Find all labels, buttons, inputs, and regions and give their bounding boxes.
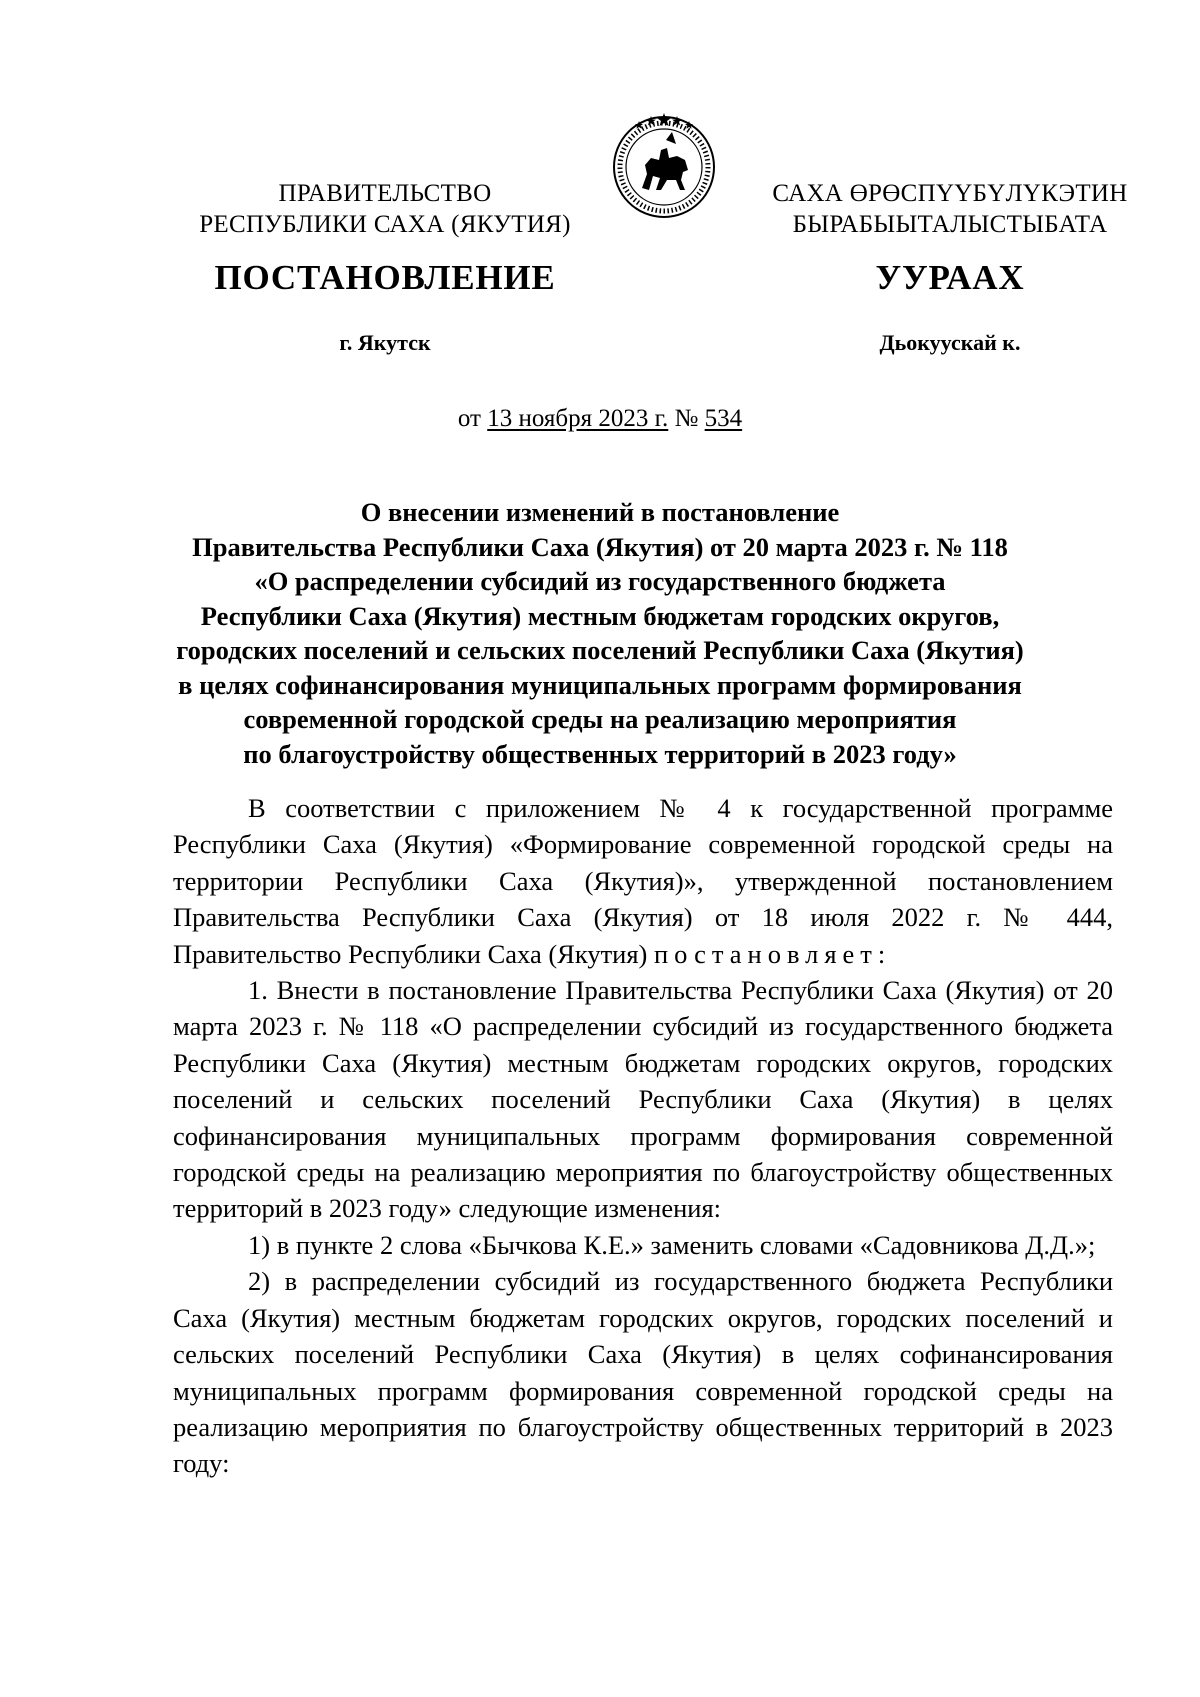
government-name-line-2: РЕСПУБЛИКИ САХА (ЯКУТИЯ): [199, 211, 571, 238]
title-line: «О распределении субсидий из государственного бюджета: [254, 566, 946, 596]
clause-1-2-paragraph: 2) в распределении субсидий из государственного бюджета Республики Саха (Якутия) местным бюджетам городских округов, городских поселений и сельских поселений Республики Саха (Якутия) в целях софинансирования муниципальных программ формирования современной городской среды на реализацию мероприятия по благоустройству общественных территорий в 2023 году:: [173, 1266, 1113, 1479]
government-name-sakha: [755, 178, 1145, 240]
government-name-sakha-line-2: БЫРАБЫЫТАЛЫСТЫБАТА: [792, 211, 1108, 238]
clause-1-paragraph: 1. Внести в постановление Правительства Республики Саха (Якутия) от 20 марта 2023 г. № 118 «О распределении субсидий из государственного бюджета Республики Саха (Якутия) местным бюджетам городских округов, городских поселений и сельских поселений Республики Саха (Якутия) в целях софинансирования муниципальных программ формирования современной городской среды на реализацию мероприятия по благоустройству общественных территорий в 2023 году» следующие изменения:: [173, 975, 1113, 1224]
document-body: [173, 790, 1113, 1482]
clause-1-1-paragraph: 1) в пункте 2 слова «Бычкова К.Е.» заменить словами «Садовникова Д.Д.»;: [248, 1229, 1096, 1260]
government-name-line-1: ПРАВИТЕЛЬСТВО: [278, 180, 492, 207]
place-of-issue-russian: г. Якутск: [339, 330, 431, 355]
document-type-russian: ПОСТАНОВЛЕНИЕ: [214, 258, 556, 297]
place-of-issue-sakha: Дьокуускай к.: [879, 330, 1021, 355]
republic-sakha-emblem-icon: [609, 110, 719, 220]
title-line: О внесении изменений в постановление: [360, 497, 840, 527]
resolution-verb: постановляет:: [654, 938, 892, 969]
government-name-russian: [170, 178, 600, 240]
number-sign: №: [674, 405, 699, 432]
document-dateline: [0, 405, 1200, 433]
preamble-paragraph: [173, 790, 1113, 972]
title-line: городских поселений и сельских поселений Республики Саха (Якутия): [176, 635, 1024, 665]
title-line: современной городской среды на реализацию мероприятия: [243, 704, 957, 734]
document-title: [150, 495, 1050, 771]
government-name-sakha-line-1: САХА ӨРӨСПҮҮБҮЛҮКЭТИН: [772, 180, 1128, 207]
title-line: по благоустройству общественных территорий в 2023 году»: [243, 738, 957, 769]
title-line: Правительства Республики Саха (Якутия) от 20 марта 2023 г. № 118: [192, 531, 1008, 562]
preamble-text: В соответствии с приложением № 4 к государственной программе Республики Саха (Якутия) «Формирование современной городской среды на территории Республики Саха (Якутия)», утвержденной постановлением Правительства Республики Саха (Якутия) от 18 июля 2022 г. № 444, Правительство Республики Саха (Якутия): [173, 793, 1113, 969]
date-prefix: от: [457, 405, 481, 432]
title-line: Республики Саха (Якутия) местным бюджетам городских округов,: [200, 600, 1000, 631]
document-number: 534: [704, 405, 743, 432]
document-date: 13 ноября 2023 г.: [487, 405, 669, 432]
document-type-sakha: УУРААХ: [875, 258, 1025, 297]
title-line: в целях софинансирования муниципальных программ формирования: [178, 669, 1022, 700]
